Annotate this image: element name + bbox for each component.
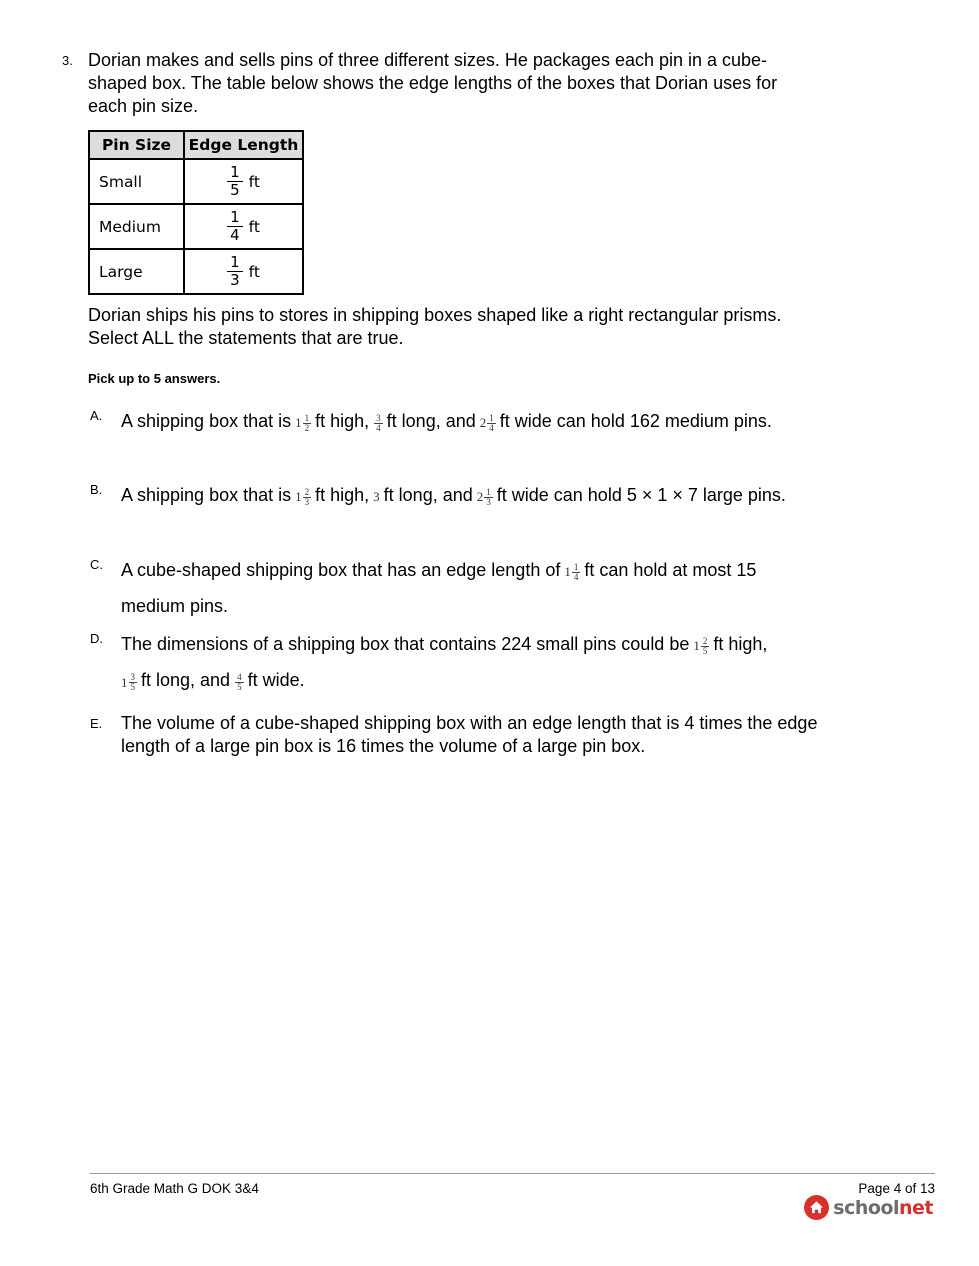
table-row (89, 249, 303, 294)
mixed-number: 1 $\frac{1}{2}$ (295, 412, 310, 433)
mixed-number: $\frac{4}{5}$ (237, 671, 242, 692)
logo-text: schoolnet (833, 1196, 933, 1219)
table-cell-edge-length (184, 159, 303, 204)
mixed-number: 1 $\frac{1}{4}$ (564, 561, 579, 582)
schoolnet-logo (804, 1195, 933, 1220)
table-header-pin-size: Pin Size (89, 131, 184, 159)
mixed-number: 2 $\frac{1}{3}$ (476, 486, 491, 507)
house-icon (804, 1195, 829, 1220)
option-label: A. (90, 408, 103, 423)
question-text: Dorian makes and sells pins of three different sizes. He packages each pin in a cube-shaped box. The table below shows the edge lengths of the boxes that Dorian uses for each pin size. (88, 50, 778, 116)
option-label: C. (90, 557, 103, 572)
option-text: A shipping box that is 1 $\frac{2}{3}$ ft high, 3 ft long, and 2 $\frac{1}{3}$ ft wide can hold 5 × 1 × 7 large pins. (121, 478, 821, 514)
mixed-number: 1 $\frac{2}{3}$ (295, 486, 310, 507)
option-label: B. (90, 482, 103, 497)
question-number: 3. (62, 53, 73, 68)
unit: ft (248, 172, 260, 191)
mixed-number: 1 $\frac{2}{5}$ (693, 635, 708, 656)
page-number: Page 4 of 13 (858, 1181, 935, 1196)
mixed-number: 1 $\frac{3}{5}$ (121, 671, 135, 692)
mixed-number: 2 $\frac{1}{4}$ (479, 412, 494, 433)
footer-divider (90, 1173, 935, 1174)
mixed-number: $\frac{3}{4}$ (376, 412, 381, 433)
unit: ft (248, 262, 260, 281)
fraction: $\frac{1}{3}$ (227, 255, 243, 288)
table-cell-size: Large (89, 249, 184, 294)
fraction: $\frac{1}{5}$ (227, 165, 243, 198)
table-cell-edge-length (184, 204, 303, 249)
table-header-row (89, 131, 303, 159)
question-paragraph-2: Dorian ships his pins to stores in shipping boxes shaped like a right rectangular prisms. Select ALL the statements that are true. (88, 305, 782, 348)
table-row (89, 204, 303, 249)
table-row (89, 159, 303, 204)
table-cell-size: Medium (89, 204, 184, 249)
unit: ft (248, 217, 260, 236)
table-cell-edge-length (184, 249, 303, 294)
option-text: A shipping box that is 1 $\frac{1}{2}$ ft high, $\frac{3}{4}$ ft long, and 2 $\frac{1}{4}$ ft wide can hold 162 medium pins. (121, 404, 821, 440)
table-cell-size: Small (89, 159, 184, 204)
answer-instruction: Pick up to 5 answers. (88, 371, 221, 386)
option-text: The dimensions of a shipping box that contains 224 small pins could be 1 $\frac{2}{5}$ ft high, 1 $\frac{3}{5}$ ft long, and $\frac{4}{5}$ ft wide. (121, 627, 821, 699)
whole-number: 3 (373, 489, 380, 505)
option-text: A cube-shaped shipping box that has an edge length of 1 $\frac{1}{4}$ ft can hold at most 15 medium pins. (121, 553, 821, 623)
fraction: $\frac{1}{4}$ (227, 210, 243, 243)
option-text: The volume of a cube-shaped shipping box with an edge length that is 4 times the edge length of a large pin box is 16 times the volume of a large pin box. (121, 713, 818, 756)
footer-title: 6th Grade Math G DOK 3&4 (90, 1181, 259, 1196)
table-header-edge-length: Edge Length (184, 131, 303, 159)
option-label: E. (90, 716, 103, 731)
option-label: D. (90, 631, 103, 646)
pin-size-table (88, 130, 304, 295)
